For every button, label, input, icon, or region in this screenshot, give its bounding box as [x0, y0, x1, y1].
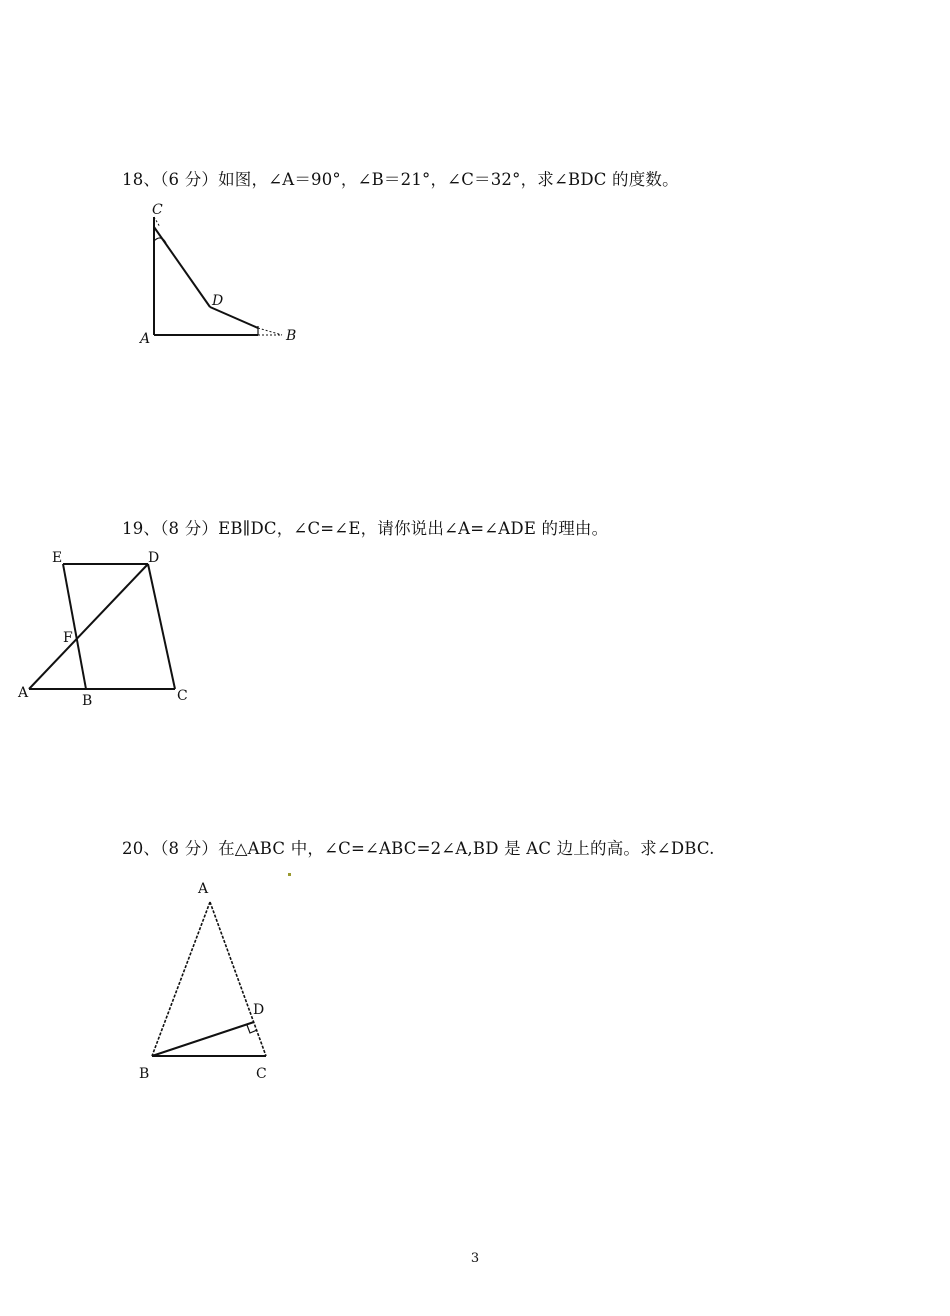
label-c: C	[256, 1066, 267, 1082]
label-d: D	[212, 293, 224, 309]
label-f: F	[63, 630, 73, 646]
question-20-text: 20、（8 分）在△ABC 中，∠C=∠ABC=2∠A,BD 是 AC 边上的高。求∠DBC.	[122, 839, 715, 858]
segment-eb	[63, 564, 86, 689]
label-b: B	[139, 1066, 150, 1082]
label-d: D	[148, 550, 160, 566]
label-e: E	[52, 550, 63, 566]
segment-bd	[152, 1022, 254, 1056]
label-a: A	[198, 881, 209, 897]
segment-dc	[148, 564, 175, 689]
segment-ad	[29, 564, 148, 689]
question-20-figure	[130, 870, 290, 1085]
label-c: C	[177, 688, 188, 704]
label-d: D	[253, 1002, 265, 1018]
label-c: C	[152, 202, 163, 218]
label-b: B	[82, 693, 93, 709]
question-18-figure	[130, 195, 310, 355]
page-number: 3	[470, 1251, 480, 1266]
question-19-text: 19、（8 分）EB∥DC，∠C=∠E，请你说出∠A=∠ADE 的理由。	[122, 519, 609, 538]
segment-ab	[152, 902, 210, 1056]
label-a: A	[18, 685, 29, 701]
segment-db	[210, 307, 258, 328]
label-b: B	[286, 328, 297, 344]
question-18-text: 18、（6 分）如图，∠A＝90°，∠B＝21°，∠C＝32°，求∠BDC 的度数。	[122, 170, 679, 189]
question-19-figure	[15, 545, 195, 710]
label-a: A	[140, 331, 151, 347]
